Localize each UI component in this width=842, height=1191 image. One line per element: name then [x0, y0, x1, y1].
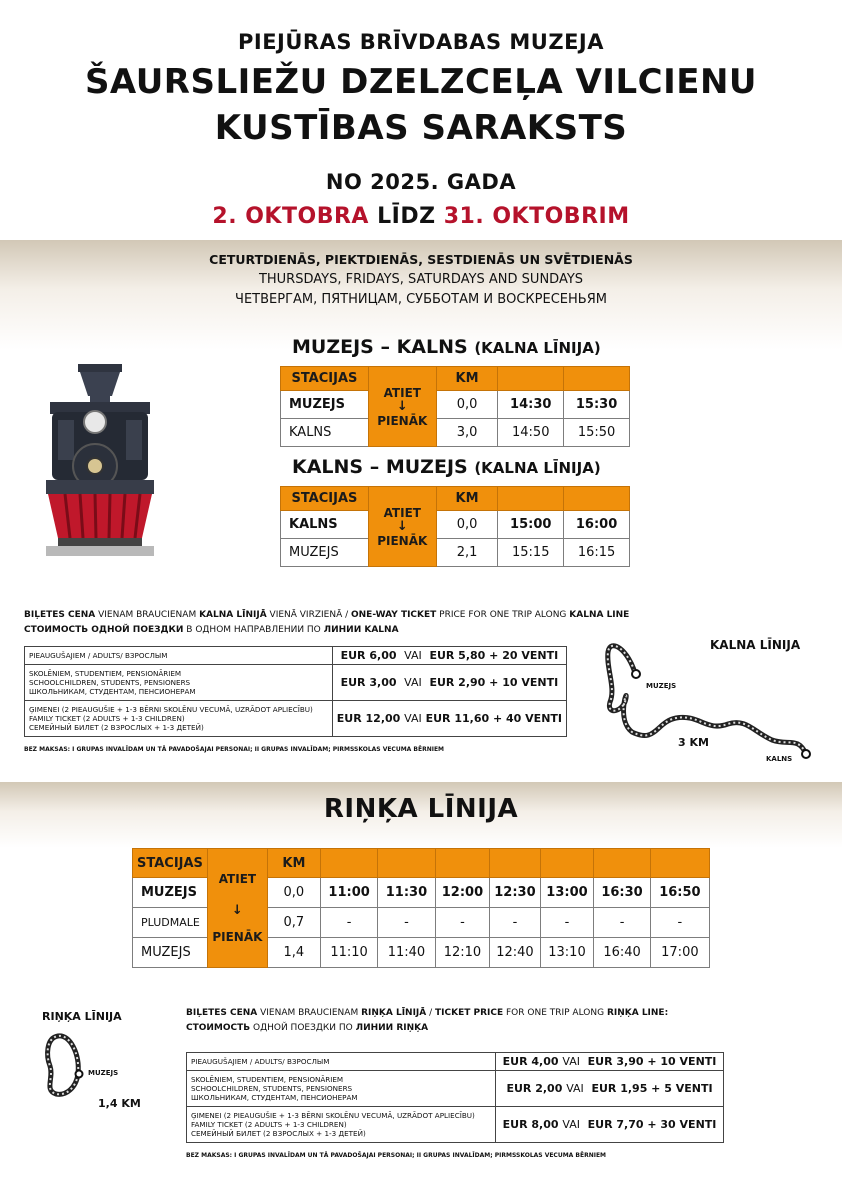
- down-arrow-icon: ↓: [396, 518, 408, 534]
- col-stations: STACIJAS: [281, 367, 369, 391]
- down-arrow-icon: ↓: [396, 398, 408, 414]
- departure-time: 13:00: [540, 878, 594, 908]
- departure-time: 16:00: [564, 511, 630, 539]
- kalna-back-title-sub: (KALNA LĪNIJA): [474, 459, 601, 477]
- stop-time: -: [490, 908, 540, 938]
- fare-label: PIEAUGUŠAJIEM / ADULTS/ ВЗРОСЛЫМ: [187, 1053, 496, 1071]
- departure-time: 14:30: [498, 391, 564, 419]
- departure-time: 12:30: [490, 878, 540, 908]
- arrival-time: 11:40: [378, 938, 435, 968]
- col-km: KM: [436, 487, 498, 511]
- station-km: 0,0: [267, 878, 320, 908]
- header-line2: ŠAURSLIEŽU DZELZCEĻA VILCIENU: [84, 62, 758, 102]
- departs-label: ATIET: [383, 385, 421, 400]
- col-time: [594, 849, 650, 878]
- kalna-price-table: [24, 646, 567, 737]
- days-lv: CETURTDIENĀS, PIEKTDIENĀS, SESTDIENĀS UN SVĒTDIENĀS: [209, 252, 633, 267]
- fare-label: ĢIMENEI (2 PIEAUGUŠIE + 1-3 BĒRNI SKOLĒNU VECUMĀ, UZRĀDOT APLIECĪBU) FAMILY TICKET (2 ADULTS + 1-3 CHILDREN) СЕМЕЙНЫЙ БИЛЕТ (2 ВЗРОСЛЫХ + 1-3 ДЕТЕЙ): [187, 1107, 496, 1143]
- arrives-label: PIENĀK: [212, 930, 263, 944]
- arrival-time: 16:15: [564, 539, 630, 567]
- departure-time: 12:00: [435, 878, 490, 908]
- fare-amount: EUR 4,00 VAI EUR 3,90 + 10 VENTI: [496, 1053, 724, 1071]
- down-arrow-icon: ↓: [231, 903, 243, 918]
- ring-free-note: BEZ MAKSAS: I GRUPAS INVALĪDAM UN TĀ PAVADOŠAJAI PERSONAI; II GRUPAS INVALĪDAM; PIRMSSKOLAS VECUMA BĒRNIEM: [186, 1152, 607, 1159]
- station-name: KALNS: [281, 419, 369, 447]
- departure-time: 16:30: [594, 878, 650, 908]
- col-time: [320, 849, 377, 878]
- kalna-back-table: [280, 486, 630, 567]
- fare-label: SKOLĒNIEM, STUDENTIEM, PENSIONĀRIEM SCHOOLCHILDREN, STUDENTS, PENSIONERS ШКОЛЬНИКАМ, СТУДЕНТАМ, ПЕНСИОНЕРАМ: [25, 665, 333, 701]
- departure-time: 16:50: [650, 878, 709, 908]
- fare-amount: EUR 6,00 VAI EUR 5,80 + 20 VENTI: [332, 647, 566, 665]
- col-time: [650, 849, 709, 878]
- arrives-label: PIENĀK: [377, 533, 428, 548]
- ring-title: RIŅĶA LĪNIJA: [323, 794, 519, 824]
- station-name: KALNS: [281, 511, 369, 539]
- stop-time: -: [650, 908, 709, 938]
- col-time-1: [498, 487, 564, 511]
- date-to: 31. OKTOBRIM: [443, 204, 630, 229]
- station-name: MUZEJS: [281, 391, 369, 419]
- departs-label: ATIET: [218, 872, 257, 886]
- col-time: [435, 849, 490, 878]
- station-name: PLUDMALE: [133, 908, 208, 938]
- kalna-free-note: BEZ MAKSAS: I GRUPAS INVALĪDAM UN TĀ PAVADOŠAJAI PERSONAI; II GRUPAS INVALĪDAM; PIRMSSKOLAS VECUMA BĒRNIEM: [24, 746, 445, 753]
- header-line1: PIEJŪRAS BRĪVDABAS MUZEJA: [238, 30, 604, 54]
- date-mid: LĪDZ: [377, 204, 436, 229]
- stop-time: -: [594, 908, 650, 938]
- station-km: 1,4: [267, 938, 320, 968]
- date-from: 2. OKTOBRA: [212, 204, 369, 229]
- station-km: 3,0: [436, 419, 498, 447]
- kalna-map-end: KALNS: [766, 755, 793, 763]
- fare-label: SKOLĒNIEM, STUDENTIEM, PENSIONĀRIEM SCHOOLCHILDREN, STUDENTS, PENSIONERS ШКОЛЬНИКАМ, СТУДЕНТАМ, ПЕНСИОНЕРАМ: [187, 1071, 496, 1107]
- kalna-back-title: [292, 456, 601, 478]
- arrival-time: 14:50: [498, 419, 564, 447]
- ring-table: [132, 848, 710, 968]
- departure-time: 11:30: [378, 878, 435, 908]
- kalna-map-title: KALNA LĪNIJA: [710, 638, 801, 652]
- col-km: KM: [436, 367, 498, 391]
- ring-price-table: [186, 1052, 724, 1143]
- departure-time: 15:30: [564, 391, 630, 419]
- kalna-price-heading: BIĻETES CENA VIENAM BRAUCIENAM KALNA LĪNIJĀ VIENĀ VIRZIENĀ / ONE-WAY TICKET PRICE FOR ONE TRIP ALONG KALNA LINE СТОИМОСТЬ ОДНОЙ ПОЕЗДКИ В ОДНОМ НАПРАВЛЕНИИ ПО ЛИНИИ KALNA: [24, 610, 630, 635]
- station-km: 0,7: [267, 908, 320, 938]
- arrival-time: 11:10: [320, 938, 377, 968]
- stop-time: -: [435, 908, 490, 938]
- kalna-out-title: [292, 336, 601, 358]
- col-time-1: [498, 367, 564, 391]
- arrival-time: 12:10: [435, 938, 490, 968]
- kalna-back-title-main: KALNS – MUZEJS: [292, 456, 468, 478]
- direction-cell: [368, 367, 436, 447]
- col-stations: STACIJAS: [133, 849, 208, 878]
- station-name: MUZEJS: [281, 539, 369, 567]
- ring-route-map: [40, 1030, 100, 1100]
- stop-time: -: [320, 908, 377, 938]
- col-stations: STACIJAS: [281, 487, 369, 511]
- ring-map-title: RIŅĶA LĪNIJA: [42, 1010, 122, 1023]
- kalna-route-map: [596, 628, 826, 768]
- station-km: 2,1: [436, 539, 498, 567]
- fare-amount: EUR 2,00 VAI EUR 1,95 + 5 VENTI: [496, 1071, 724, 1107]
- fare-amount: EUR 12,00 VAI EUR 11,60 + 40 VENTI: [332, 701, 566, 737]
- arrives-label: PIENĀK: [377, 413, 428, 428]
- kalna-out-title-main: MUZEJS – KALNS: [292, 336, 468, 358]
- header-year: NO 2025. GADA: [325, 170, 517, 194]
- arrival-time: 12:40: [490, 938, 540, 968]
- arrival-time: 15:15: [498, 539, 564, 567]
- header-line3: KUSTĪBAS SARAKSTS: [214, 108, 628, 148]
- station-name: MUZEJS: [133, 938, 208, 968]
- col-time: [378, 849, 435, 878]
- ring-map-length: 1,4 KM: [98, 1097, 141, 1110]
- ring-price-heading: BIĻETES CENA VIENAM BRAUCIENAM RIŅĶA LĪNIJĀ / TICKET PRICE FOR ONE TRIP ALONG RIŅĶA LINE: СТОИМОСТЬ ОДНОЙ ПОЕЗДКИ ПО ЛИНИИ RIŅĶA: [186, 1008, 669, 1033]
- fare-amount: EUR 3,00 VAI EUR 2,90 + 10 VENTI: [332, 665, 566, 701]
- departure-time: 15:00: [498, 511, 564, 539]
- fare-label: ĢIMENEI (2 PIEAUGUŠIE + 1-3 BĒRNI SKOLĒNU VECUMĀ, UZRĀDOT APLIECĪBU) FAMILY TICKET (2 ADULTS + 1-3 CHILDREN) СЕМЕЙНЫЙ БИЛЕТ (2 ВЗРОСЛЫХ + 1-3 ДЕТЕЙ): [25, 701, 333, 737]
- kalna-map-length: 3 KM: [678, 736, 709, 749]
- fare-label: PIEAUGUŠAJIEM / ADULTS/ ВЗРОСЛЫМ: [25, 647, 333, 665]
- departure-time: 11:00: [320, 878, 377, 908]
- direction-cell: [368, 487, 436, 567]
- arrival-time: 15:50: [564, 419, 630, 447]
- fare-amount: EUR 8,00 VAI EUR 7,70 + 30 VENTI: [496, 1107, 724, 1143]
- col-time: [540, 849, 594, 878]
- header-dates: [0, 204, 842, 229]
- stop-time: -: [540, 908, 594, 938]
- station-km: 0,0: [436, 391, 498, 419]
- direction-cell: [207, 849, 267, 968]
- ring-map-station: MUZEJS: [88, 1069, 119, 1077]
- departs-label: ATIET: [383, 505, 421, 520]
- days-en: THURSDAYS, FRIDAYS, SATURDAYS AND SUNDAYS: [258, 272, 584, 287]
- kalna-out-table: [280, 366, 630, 447]
- col-km: KM: [267, 849, 320, 878]
- col-time-2: [564, 487, 630, 511]
- col-time-2: [564, 367, 630, 391]
- kalna-map-start: MUZEJS: [646, 682, 677, 690]
- col-time: [490, 849, 540, 878]
- arrival-time: 17:00: [650, 938, 709, 968]
- arrival-time: 13:10: [540, 938, 594, 968]
- stop-time: -: [378, 908, 435, 938]
- locomotive-icon: [40, 362, 160, 562]
- station-name: MUZEJS: [133, 878, 208, 908]
- arrival-time: 16:40: [594, 938, 650, 968]
- kalna-out-title-sub: (KALNA LĪNIJA): [474, 339, 601, 357]
- days-ru: ЧЕТВЕРГАМ, ПЯТНИЦАМ, СУББОТАМ И ВОСКРЕСЕНЬЯМ: [235, 292, 607, 307]
- station-km: 0,0: [436, 511, 498, 539]
